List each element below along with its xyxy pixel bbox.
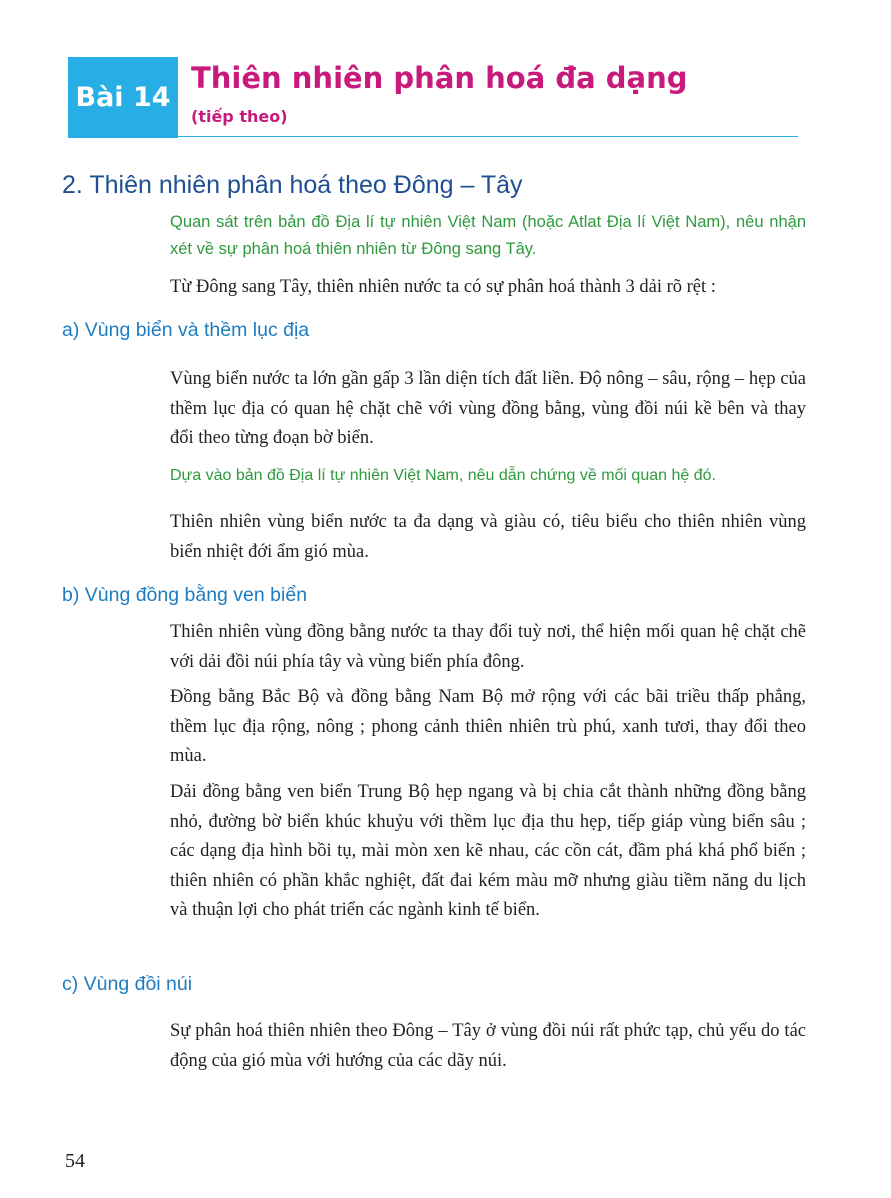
lesson-badge: Bài 14 xyxy=(68,57,178,138)
subsection-b-paragraph-3: Dải đồng bằng ven biển Trung Bộ hẹp ngang và bị chia cắt thành những đồng bằng nhỏ, đường bờ biển khúc khuỷu với thềm lục địa thu hẹp, tiếp giáp vùng biển sâu ; các dạng địa hình bồi tụ, mài mòn xen kẽ nhau, các cồn cát, đầm phá khá phổ biến ; thiên nhiên có phần khắc nghiệt, đất đai kém màu mỡ nhưng giàu tiềm năng du lịch và thuận lợi cho phát triển các ngành kinh tế biển. xyxy=(170,782,806,920)
subsection-b-paragraph-1: Thiên nhiên vùng đồng bằng nước ta thay đổi tuỳ nơi, thể hiện mối quan hệ chặt chẽ với dải đồi núi phía tây và vùng biển phía đông. xyxy=(170,622,806,672)
lesson-subtitle: (tiếp theo) xyxy=(191,107,288,126)
subsection-b-heading: b) Vùng đồng bằng ven biển xyxy=(62,584,308,606)
section-heading: 2. Thiên nhiên phân hoá theo Đông – Tây xyxy=(62,171,523,199)
title-divider xyxy=(178,136,798,137)
page-number: 54 xyxy=(65,1150,85,1172)
subsection-a-question: Dựa vào bản đồ Địa lí tự nhiên Việt Nam, nêu dẫn chứng về mối quan hệ đó. xyxy=(170,467,716,484)
subsection-c-paragraph-1: Sự phân hoá thiên nhiên theo Đông – Tây ở vùng đồi núi rất phức tạp, chủ yếu do tác động của gió mùa với hướng của các dãy núi. xyxy=(170,1021,806,1071)
subsection-a-paragraph-2: Thiên nhiên vùng biển nước ta đa dạng và giàu có, tiêu biểu cho thiên nhiên vùng biển nhiệt đới ẩm gió mùa. xyxy=(170,512,806,562)
section-question: Quan sát trên bản đồ Địa lí tự nhiên Việt Nam (hoặc Atlat Địa lí Việt Nam), nêu nhận xét về sự phân hoá thiên nhiên từ Đông sang Tây. xyxy=(170,213,806,258)
subsection-c-heading: c) Vùng đồi núi xyxy=(62,973,193,995)
subsection-a-heading: a) Vùng biển và thềm lục địa xyxy=(62,319,310,341)
subsection-a-paragraph-1: Vùng biển nước ta lớn gần gấp 3 lần diện tích đất liền. Độ nông – sâu, rộng – hẹp của thềm lục địa có quan hệ chặt chẽ với vùng đồng bằng, vùng đồi núi kề bên và thay đổi theo từng đoạn bờ biển. xyxy=(170,369,806,448)
subsection-b-paragraph-2: Đồng bằng Bắc Bộ và đồng bằng Nam Bộ mở rộng với các bãi triều thấp phẳng, thềm lục địa rộng, nông ; phong cảnh thiên nhiên trù phú, xanh tươi, thay đổi theo mùa. xyxy=(170,687,806,766)
section-intro: Từ Đông sang Tây, thiên nhiên nước ta có sự phân hoá thành 3 dải rõ rệt : xyxy=(170,277,716,297)
lesson-title: Thiên nhiên phân hoá đa dạng xyxy=(191,61,688,95)
